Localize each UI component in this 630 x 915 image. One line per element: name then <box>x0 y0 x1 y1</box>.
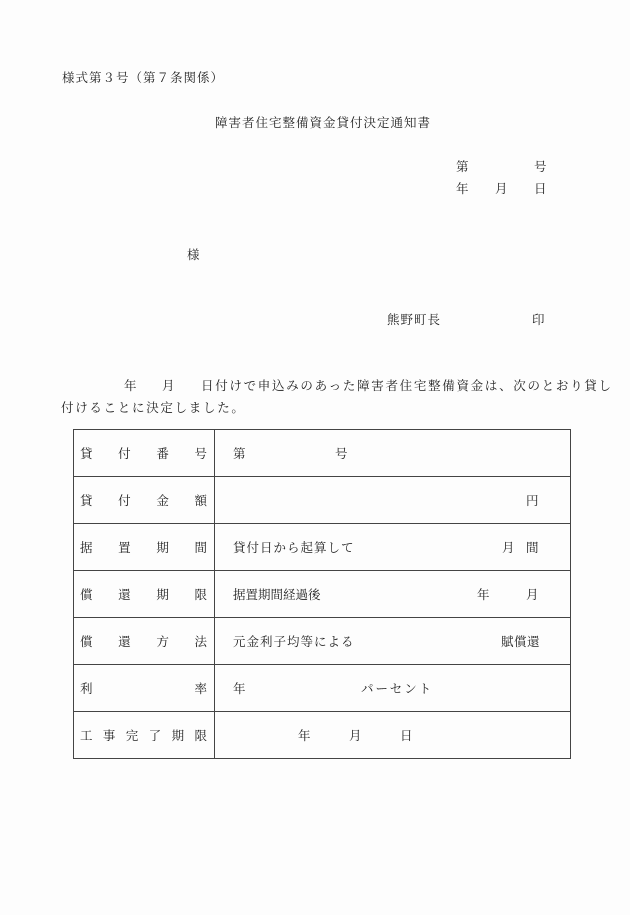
row-value: 円 <box>526 493 539 508</box>
document-title: 障害者住宅整備資金貸付決定通知書 <box>215 115 432 130</box>
row-label: 工 事 完 了 期 限 <box>80 728 207 743</box>
table-row-loan-number <box>74 430 571 477</box>
body-line2: 付けることに決定しました。 <box>61 400 246 415</box>
row-label: 貸 付 番 号 <box>80 446 207 461</box>
body-line1: 日付けで申込みのあった障害者住宅整備資金は、次のとおり貸し <box>201 378 613 393</box>
table-row-interest-rate <box>74 665 571 712</box>
table-row-repayment-method <box>74 618 571 665</box>
issuer-seal: 印 <box>532 312 545 327</box>
table-row-repayment-deadline <box>74 571 571 618</box>
form-id: 様式第３号（第７条関係） <box>62 70 225 85</box>
row-label: 貸 付 金 額 <box>80 493 207 508</box>
row-label: 据 置 期 間 <box>80 540 207 555</box>
doc-number-suffix: 号 <box>534 159 547 174</box>
row-value: 第 号 <box>233 446 348 461</box>
row-value: 元金利子均等による 賦償還 <box>233 634 541 649</box>
doc-date-day: 日 <box>534 181 547 196</box>
issuer-name: 熊野町長 <box>387 312 442 327</box>
row-value: 年 パーセント <box>233 681 434 696</box>
doc-number-prefix: 第 <box>456 159 469 174</box>
body-month: 月 <box>162 378 175 393</box>
addressee-suffix: 様 <box>187 247 200 262</box>
loan-details-table <box>73 429 571 759</box>
table-row-deferment-period <box>74 524 571 571</box>
row-value: 据置期間経過後 年 月 <box>233 587 539 602</box>
body-year: 年 <box>124 378 137 393</box>
row-label: 利 率 <box>80 681 207 696</box>
row-value: 年 月 日 <box>298 728 413 743</box>
doc-date-month: 月 <box>495 181 508 196</box>
row-label: 償 還 期 限 <box>80 587 207 602</box>
doc-date-year: 年 <box>456 181 469 196</box>
row-label: 償 還 方 法 <box>80 634 207 649</box>
table-row-loan-amount <box>74 477 571 524</box>
row-value: 貸付日から起算して 月 間 <box>233 540 539 555</box>
table-row-completion-deadline <box>74 712 571 759</box>
